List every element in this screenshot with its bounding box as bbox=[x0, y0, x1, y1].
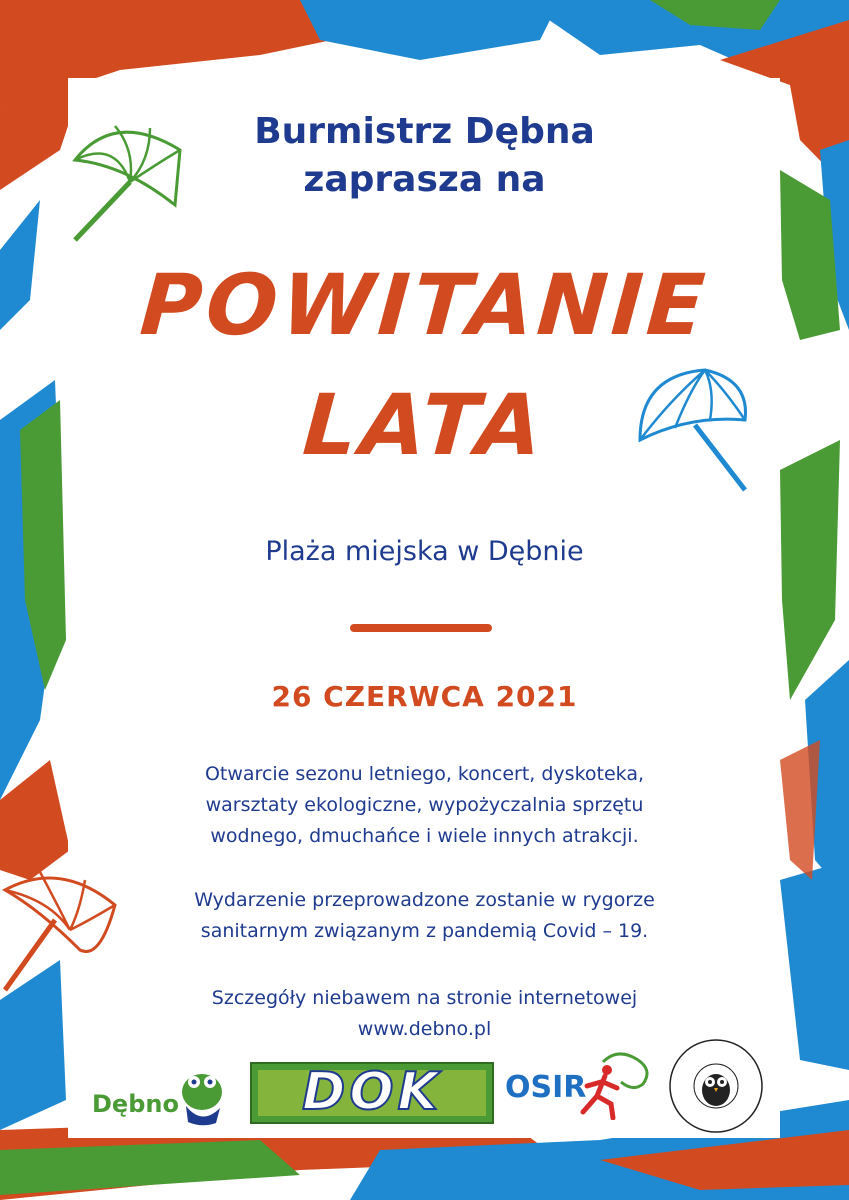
description-line-3: wodnego, dmuchańce i wiele innych atrakcji. bbox=[210, 825, 639, 847]
dok-logo bbox=[250, 1062, 494, 1124]
description-line-1: Otwarcie sezonu letniego, koncert, dyskoteka, bbox=[204, 763, 645, 785]
intro-line-1: Burmistrz Dębna bbox=[254, 111, 595, 152]
event-place: Plaża miejska w Dębnie bbox=[265, 536, 584, 567]
sanitary-line-1: Wydarzenie przeprowadzone zostanie w rygorze bbox=[194, 889, 655, 911]
dok-logo-text: DOK bbox=[302, 1062, 442, 1122]
runner-icon bbox=[573, 1052, 653, 1120]
osir-logo-text: OSIR bbox=[505, 1070, 587, 1105]
library-logo bbox=[668, 1038, 764, 1134]
osir-logo bbox=[505, 1052, 655, 1122]
description-line-2: warsztaty ekologiczne, wypożyczalnia sprzętu bbox=[205, 794, 644, 816]
intro-line-2: zaprasza na bbox=[303, 159, 546, 200]
debno-logo bbox=[92, 1070, 242, 1130]
sanitary-line-2: sanitarnym związanym z pandemią Covid – 19. bbox=[200, 920, 649, 942]
details-website[interactable]: www.debno.pl bbox=[357, 1018, 492, 1040]
divider-line bbox=[350, 624, 492, 632]
event-date: 26 CZERWCA 2021 bbox=[271, 680, 578, 713]
headline-line-2: LATA bbox=[299, 376, 550, 474]
details-line-1: Szczegóły niebawem na stronie internetowej bbox=[211, 987, 638, 1009]
debno-logo-text: Dębno bbox=[92, 1090, 179, 1118]
owl-emblem-icon bbox=[668, 1038, 764, 1134]
headline-line-1: POWITANIE bbox=[137, 256, 712, 354]
frog-mascot-icon bbox=[176, 1068, 228, 1128]
